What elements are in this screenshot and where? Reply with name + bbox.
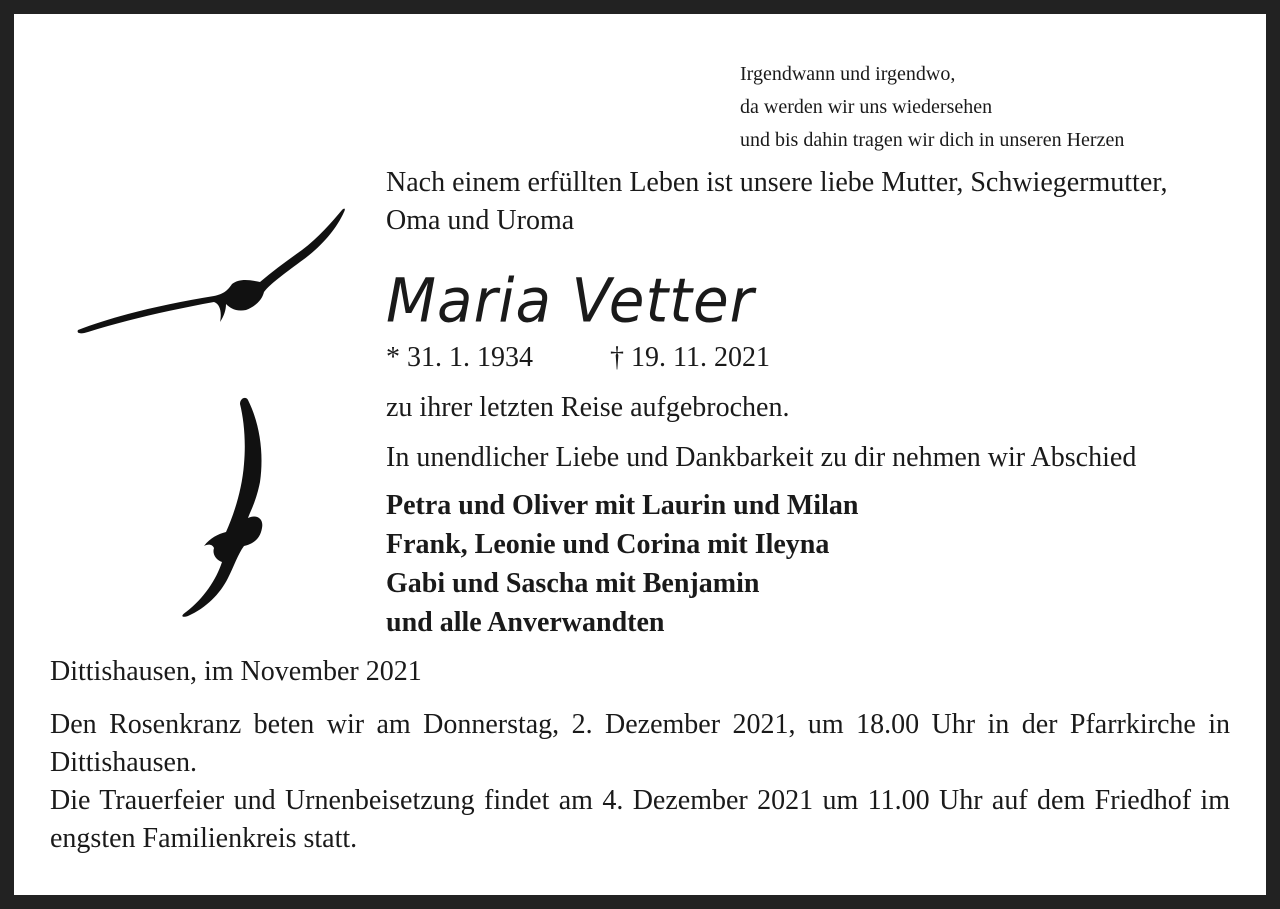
deceased-name: Maria Vetter [386,265,755,337]
place-date: Dittishausen, im November 2021 [50,656,422,687]
intro-text [386,164,1246,240]
family-member: Frank, Leonie und Corina mit Ileyna [386,529,830,560]
family-member: Gabi und Sascha mit Benjamin [386,568,760,599]
funeral-info: Die Trauerfeier und Urnenbeisetzung findet am 4. Dezember 2021 um 11.00 Uhr auf dem Friedhof im engsten Familienkreis statt. [50,785,1230,854]
bird-lower-shape [182,398,262,617]
family-list [386,486,858,642]
flying-bird-icon [164,394,284,624]
farewell-text: In unendlicher Liebe und Dankbarkeit zu dir nehmen wir Abschied [386,442,1137,473]
bird-upper-shape [78,209,345,334]
rosary-info: Den Rosenkranz beten wir am Donnerstag, 2. Dezember 2021, um 18.00 Uhr in der Pfarrkirche in Dittishausen. [50,709,1230,778]
poem-quote [740,58,1124,157]
family-member: Petra und Oliver mit Laurin und Milan [386,490,859,521]
life-dates [386,340,770,376]
poem-line: Irgendwann und irgendwo, [740,63,956,85]
intro-line: Oma und Uroma [386,205,575,236]
family-member: und alle Anverwandten [386,607,665,638]
service-details [50,706,1230,858]
flying-bird-icon [74,204,354,344]
journey-text: zu ihrer letzten Reise aufgebrochen. [386,392,790,423]
birth-date: * 31. 1. 1934 [386,342,533,373]
obituary-card [14,14,1266,895]
poem-line: da werden wir uns wiedersehen [740,96,993,118]
poem-line: und bis dahin tragen wir dich in unseren Herzen [740,129,1125,151]
intro-line: Nach einem erfüllten Leben ist unsere liebe Mutter, Schwiegermutter, [386,167,1168,198]
death-date: † 19. 11. 2021 [610,342,770,373]
